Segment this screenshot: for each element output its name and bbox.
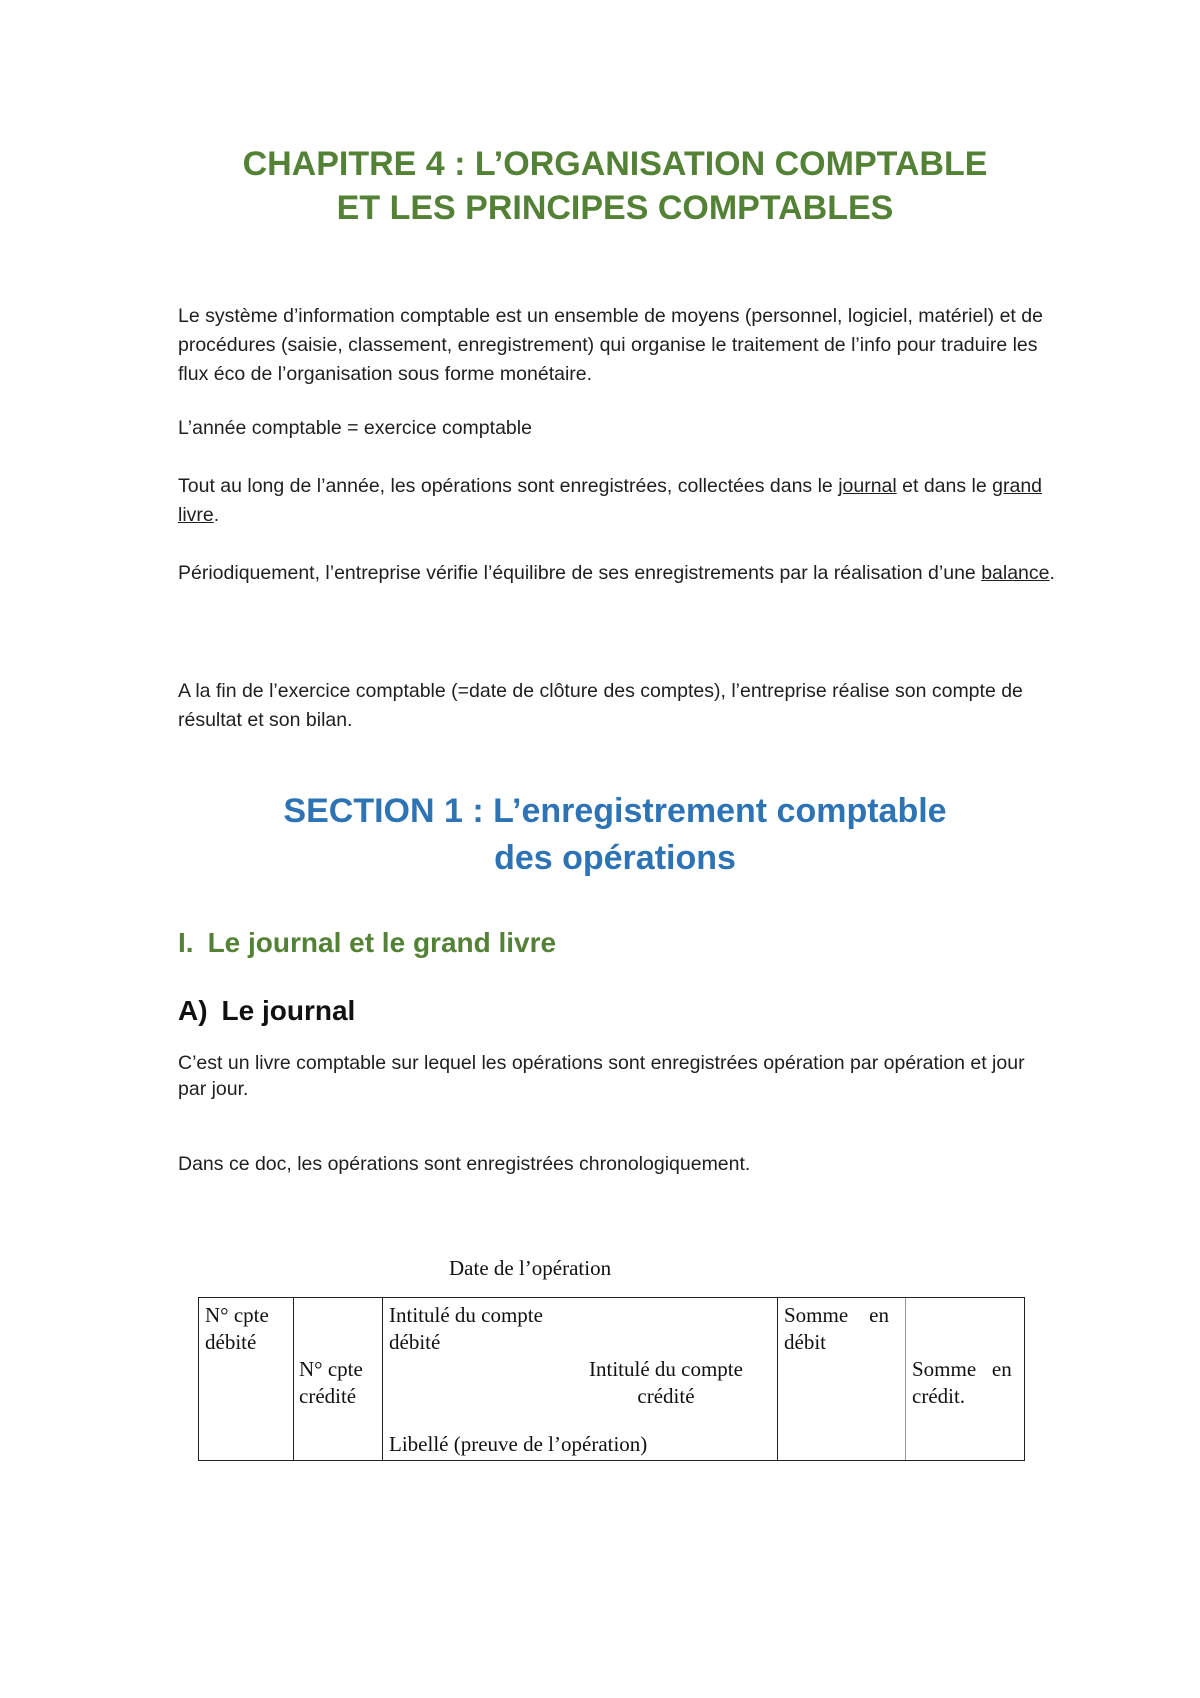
cell-compte-credite-line1: N° cpte <box>299 1357 363 1381</box>
cell-intitule-debite-line2: débité <box>389 1330 441 1354</box>
cell-somme-debit-line2: débit <box>784 1330 826 1354</box>
intro-paragraph-2: L’année comptable = exercice comptable <box>178 417 532 439</box>
cell-compte-credite-line2: crédité <box>299 1384 357 1408</box>
grand-livre-link: grand livre <box>178 475 1043 526</box>
intro-paragraph-3 <box>178 472 1058 530</box>
cell-intitule-credite-line1: Intitulé du compte <box>589 1357 743 1381</box>
intro-p3-text-start: Tout au long de l’année, les opérations sont enregistrées, collectées dans le <box>178 475 839 497</box>
table-date-label: Date de l’opération <box>449 1256 612 1280</box>
heading-letter-marker: A) <box>178 995 208 1026</box>
intro-p4-text-end: . <box>1049 562 1055 584</box>
journal-chronology-note: Dans ce doc, les opérations sont enregistrées chronologiquement. <box>178 1153 751 1175</box>
intro-paragraph-5: A la fin de l’exercice comptable (=date de clôture des comptes), l’entreprise réalise son compte de résultat et son bilan. <box>178 680 1023 731</box>
chapter-title <box>150 142 1080 230</box>
journal-definition: C’est un livre comptable sur lequel les opérations sont enregistrées opération par opération et jour par jour. <box>178 1052 1025 1100</box>
cell-somme-credit-line2: crédit. <box>912 1384 966 1408</box>
chapter-title-line2: ET LES PRINCIPES COMPTABLES <box>336 189 894 227</box>
cell-intitule-debite-line1: Intitulé du compte <box>389 1303 543 1327</box>
section-title-line2: des opérations <box>494 839 736 877</box>
cell-somme-credit <box>912 1356 1012 1410</box>
heading-letter-text: Le journal <box>221 995 356 1026</box>
heading-roman-text: Le journal et le grand livre <box>207 927 557 958</box>
heading-journal-grand-livre <box>178 925 556 961</box>
intro-p3-text-end: . <box>213 504 220 526</box>
journal-link: journal <box>838 475 897 497</box>
cell-compte-debite-line2: débité <box>205 1330 257 1354</box>
table-column-divider <box>777 1298 778 1460</box>
heading-le-journal <box>178 993 355 1029</box>
table-column-divider <box>293 1298 294 1460</box>
intro-paragraph-1: Le système d’information comptable est un ensemble de moyens (personnel, logiciel, matériel) et de procédures (saisie, classement, enregistrement) qui organise le traitement de l’info pour traduire les flux éco de l’organisation sous forme monétaire. <box>178 305 1043 385</box>
section-title <box>150 788 1080 882</box>
intro-p3-text-mid: et dans le <box>896 475 993 497</box>
cell-intitule-debite <box>389 1302 543 1356</box>
cell-compte-credite <box>299 1356 363 1410</box>
intro-p4-text-start: Périodiquement, l’entreprise vérifie l’équilibre de ses enregistrements par la réalisation d’une <box>178 562 982 584</box>
cell-intitule-credite <box>589 1356 743 1410</box>
intro-paragraph-4 <box>178 559 1058 588</box>
cell-somme-debit-line1: Somme en <box>784 1303 889 1327</box>
heading-roman-numeral: I. <box>178 927 194 958</box>
chapter-title-line1: CHAPITRE 4 : L’ORGANISATION COMPTABLE <box>242 145 988 183</box>
cell-compte-debite <box>205 1302 269 1356</box>
cell-compte-debite-line1: N° cpte <box>205 1303 269 1327</box>
table-column-divider <box>905 1298 906 1460</box>
balance-link: balance <box>981 562 1050 584</box>
cell-somme-credit-line1: Somme en <box>912 1357 1012 1381</box>
section-title-line1: SECTION 1 : L’enregistrement comptable <box>283 792 947 830</box>
cell-intitule-credite-line2: crédité <box>637 1384 695 1408</box>
journal-entry-table <box>198 1297 1025 1461</box>
cell-libelle: Libellé (preuve de l’opération) <box>389 1432 648 1456</box>
table-column-divider <box>382 1298 383 1460</box>
cell-somme-debit <box>784 1302 889 1356</box>
